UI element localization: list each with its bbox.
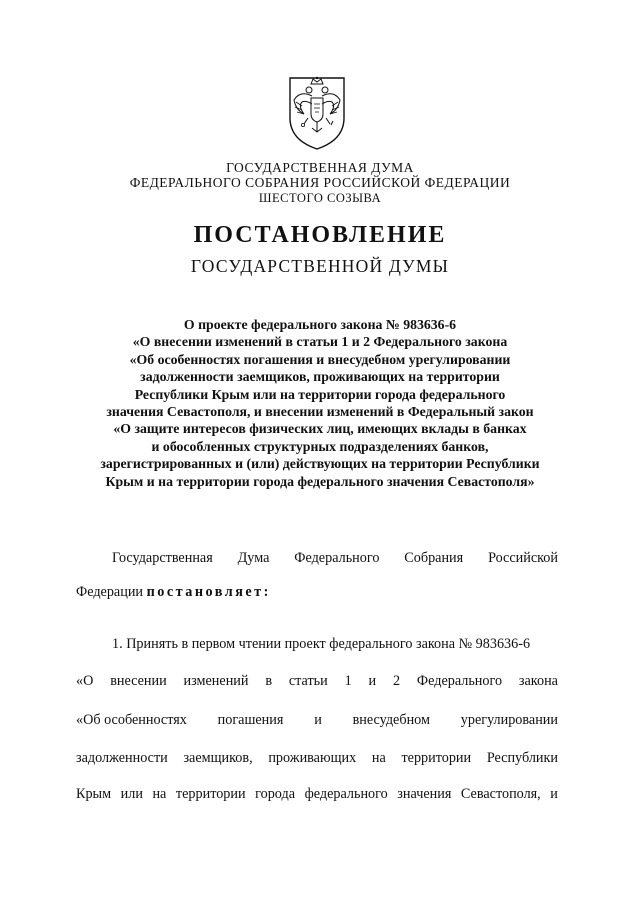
word: урегулировании <box>460 712 558 728</box>
document-subject <box>0 316 640 490</box>
subject-line: «О защите интересов физических лиц, имеющих вклады в банках <box>113 421 527 437</box>
word: погашения <box>217 712 284 728</box>
subject-line: зарегистрированных и (или) действующих на территории Республики <box>100 456 540 472</box>
word: на <box>371 750 386 766</box>
subject-line: Республики Крым или на территории города федерального <box>134 386 506 402</box>
header-duma: ГОСУДАРСТВЕННАЯ ДУМА <box>226 160 414 175</box>
word: Федерального <box>416 673 503 689</box>
word: Республики <box>486 750 558 766</box>
resolves-verb: постановляет: <box>146 584 271 600</box>
word: или <box>120 786 143 802</box>
word: и <box>368 673 377 689</box>
word: закона <box>518 673 558 689</box>
word: внесудебном <box>352 712 430 728</box>
word: Российской <box>488 550 558 566</box>
item1-line-4 <box>76 750 558 767</box>
document-issuer-title: ГОСУДАРСТВЕННОЙ ДУМЫ <box>190 256 450 276</box>
word: на <box>152 786 167 802</box>
word: статьи <box>288 673 328 689</box>
subject-line: значения Севастополя, и внесении изменений в Федеральный закон <box>106 404 534 420</box>
word: территории <box>401 750 472 766</box>
word: задолженности <box>76 750 168 766</box>
word: значения <box>397 786 452 802</box>
word: федерального <box>304 786 388 802</box>
word: изменений <box>183 673 249 689</box>
word: Севастополя, <box>460 786 541 802</box>
word: Собрания <box>404 550 464 566</box>
word: 1 <box>344 673 352 689</box>
word: «Об особенностях <box>76 712 187 728</box>
word: города <box>255 786 296 802</box>
word: и <box>314 712 322 728</box>
coat-of-arms-emblem <box>284 70 350 152</box>
item1-line-1: 1. Принять в первом чтении проект федерального закона № 983636-6 <box>112 636 531 652</box>
word: заемщиков, <box>183 750 253 766</box>
word: Дума <box>237 550 270 566</box>
word: в <box>265 673 273 689</box>
header-federal-assembly: ФЕДЕРАЛЬНОГО СОБРАНИЯ РОССИЙСКОЙ ФЕДЕРАЦИИ <box>129 175 511 190</box>
subject-line: Крым и на территории города федерального значения Севастополя» <box>105 473 535 489</box>
word: Крым <box>76 786 112 802</box>
subject-line: и обособленных структурных подразделениях банков, <box>151 438 489 454</box>
subject-line: О проекте федерального закона № 983636-6 <box>183 317 457 332</box>
word: 2 <box>392 673 401 689</box>
subject-line: «О внесении изменений в статьи 1 и 2 Федерального закона <box>132 334 508 350</box>
preamble-line-2 <box>76 584 558 601</box>
word: Федерального <box>294 550 380 566</box>
item1-line-3 <box>76 712 558 729</box>
preamble-prefix: Федерации <box>76 584 147 600</box>
item1-line-2 <box>76 673 558 690</box>
header-convocation: ШЕСТОГО СОЗЫВА <box>258 191 382 205</box>
word: Государственная <box>112 550 213 566</box>
preamble-line-1 <box>112 550 558 567</box>
word: и <box>550 786 558 802</box>
subject-line: «Об особенностях погашения и внесудебном урегулировании <box>129 351 511 367</box>
word: территории <box>175 786 246 802</box>
word: проживающих <box>268 750 357 766</box>
word: внесении <box>110 673 167 689</box>
subject-line: задолженности заемщиков, проживающих на территории <box>140 369 500 385</box>
word: «О <box>76 673 94 689</box>
document-type-title: ПОСТАНОВЛЕНИЕ <box>193 222 447 248</box>
item1-line-5 <box>76 786 558 803</box>
